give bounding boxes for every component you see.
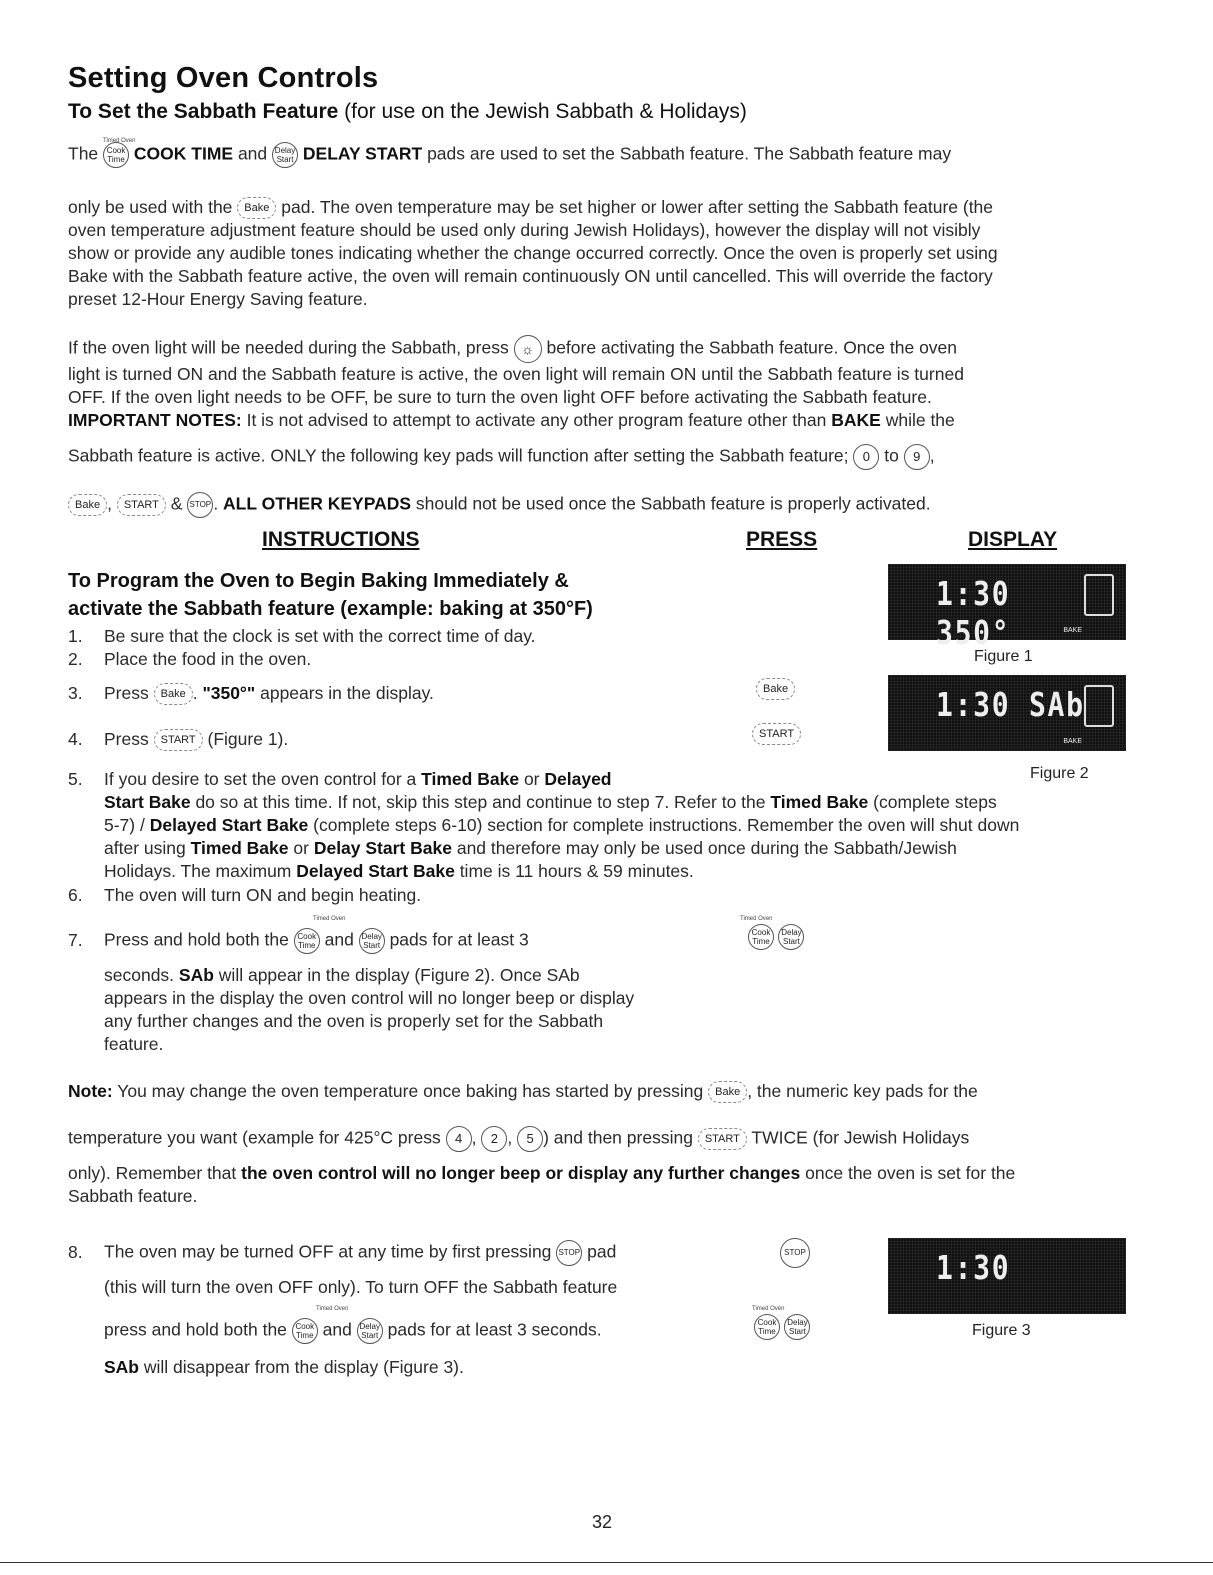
note-line-2: temperature you want (example for 425°C press 4 , 2 , 5 ) and then pressing START TWICE (for Jewish Holidays [68, 1126, 1168, 1152]
bake-pad-icon: Bake [237, 197, 276, 219]
cook-time-pad-icon: Cook Time [292, 1318, 318, 1344]
nine-pad-icon: 9 [904, 444, 930, 470]
timed-oven-label: Timed Oven [316, 1306, 349, 1312]
press-cook-delay [754, 1314, 810, 1340]
figure-1-caption: Figure 1 [974, 648, 1033, 665]
section-subtitle: To Set the Sabbath Feature (for use on the Jewish Sabbath & Holidays) [68, 100, 747, 123]
delay-start-pad-icon: Delay Start [359, 928, 385, 954]
step-8-line-3: press and hold both the Cook Time and Delay Start pads for at least 3 seconds. [104, 1318, 602, 1344]
intro-line-1: The Cook Time COOK TIME and Delay Start DELAY START pads are used to set the Sabbath feature. The Sabbath feature may [68, 142, 1148, 168]
display-figure-2: 1:30 SAb BAKE [888, 675, 1126, 751]
step-7-body: seconds. SAb will appear in the display (Figure 2). Once SAb appears in the display the oven control will no longer beep or display any further changes and the oven is properly set for the Sabbath feature. [104, 965, 635, 1054]
step-2: 2. Place the food in the oven. [68, 649, 312, 669]
step-8-line-4: SAb will disappear from the display (Figure 3). [104, 1357, 464, 1377]
intro-line-keys: Sabbath feature is active. ONLY the following key pads will function after setting the Sabbath feature; 0 to 9 , [68, 444, 1148, 470]
press-header: PRESS [746, 528, 818, 551]
start-pad-icon: START [698, 1128, 747, 1150]
start-pad-icon: START [117, 494, 166, 516]
intro-paragraph-2: only be used with the Bake pad. The oven temperature may be set higher or lower after setting the Sabbath feature (the oven temperature adjustment feature should be used only during Jewish Holidays), however the display will not visibly show or provide any audible tones indicating whether the change occurred correctly. Once the oven is properly set using Bake with the Sabbath feature active, the oven will remain continuously ON until cancelled. This will override the factory preset 12-Hour Energy Saving feature. [68, 197, 998, 310]
note-line-3: only). Remember that the oven control will no longer beep or display any further changes once the oven is set for the Sabbath feature. [68, 1163, 1016, 1206]
figure-3-caption: Figure 3 [972, 1322, 1031, 1339]
press-bake [756, 678, 795, 700]
press-stop [780, 1238, 810, 1268]
page-title: Setting Oven Controls [68, 62, 379, 94]
start-pad-icon: START [752, 723, 801, 745]
step-8-line-2: (this will turn the oven OFF only). To turn OFF the Sabbath feature [104, 1277, 618, 1297]
display-figure-3: 1:30 [888, 1238, 1126, 1314]
bottom-rule [0, 1562, 1213, 1563]
delay-start-pad-icon: Delay Start [778, 924, 804, 950]
figure-2-caption: Figure 2 [1030, 765, 1089, 782]
timed-oven-label: Timed Oven [103, 138, 136, 144]
bake-pad-icon: Bake [154, 683, 193, 705]
cook-time-pad-icon: Cook Time [294, 928, 320, 954]
step-5-body: Start Bake do so at this time. If not, skip this step and continue to step 7. Refer to the Timed Bake (complete steps 5-7) / Delayed Start Bake (complete steps 6-10) section for complete instructions. Remember the oven will shut down after using Timed Bake or Delay Start Bake and therefore may only be used once during the Sabbath/Jewish Holidays. The maximum Delayed Start Bake time is 11 hours & 59 minutes. [104, 792, 1020, 881]
note-paragraph: Note: You may change the oven temperature once baking has started by pressing Bake , the numeric key pads for the [68, 1080, 1168, 1103]
start-pad-icon: START [154, 729, 203, 751]
instructions-header: INSTRUCTIONS [262, 528, 420, 551]
four-pad-icon: 4 [446, 1126, 472, 1152]
zero-pad-icon: 0 [853, 444, 879, 470]
display-figure-1: 1:30 350° BAKE [888, 564, 1126, 640]
stop-pad-icon: STOP [556, 1240, 582, 1266]
press-cook-delay [748, 924, 804, 950]
step-7: 7. Press and hold both the Cook Time and Delay Start pads for at least 3 [68, 928, 529, 954]
program-heading-2: activate the Sabbath feature (example: baking at 350°F) [68, 598, 593, 620]
intro-line-other-keys: Bake , START & STOP . ALL OTHER KEYPADS should not be used once the Sabbath feature is properly activated. [68, 492, 1148, 518]
light-bulb-icon: ☼ [514, 335, 542, 363]
five-pad-icon: 5 [517, 1126, 543, 1152]
step-8: 8. The oven may be turned OFF at any time by first pressing STOP pad [68, 1240, 616, 1266]
two-pad-icon: 2 [481, 1126, 507, 1152]
cook-time-pad-icon: Cook Time [103, 142, 129, 168]
bake-pad-icon: Bake [708, 1081, 747, 1103]
step-1: 1. Be sure that the clock is set with the correct time of day. [68, 626, 536, 646]
delay-start-pad-icon: Delay Start [784, 1314, 810, 1340]
bake-pad-icon: Bake [756, 678, 795, 700]
timed-oven-label: Timed Oven [740, 916, 773, 922]
press-start [752, 723, 801, 745]
step-3: 3. Press Bake . "350°" appears in the display. [68, 682, 434, 705]
program-heading-1: To Program the Oven to Begin Baking Immediately & [68, 570, 569, 592]
step-4: 4. Press START (Figure 1). [68, 728, 288, 751]
timed-oven-label: Timed Oven [313, 916, 346, 922]
delay-start-pad-icon: Delay Start [357, 1318, 383, 1344]
intro-paragraph-3: If the oven light will be needed during the Sabbath, press ☼ before activating the Sabbath feature. Once the oven light is turned ON and the Sabbath feature is active, the oven light will remain ON until the Sabbath feature is turned OFF. If the oven light needs to be OFF, be sure to turn the oven light OFF before activating the Sabbath feature. IMPORTANT NOTES: It is not advised to attempt to activate any other program feature other than BAKE while the [68, 335, 1148, 432]
stop-pad-icon: STOP [187, 492, 213, 518]
page-number: 32 [592, 1512, 613, 1532]
delay-start-pad-icon: Delay Start [272, 142, 298, 168]
step-5: 5. If you desire to set the oven control for a Timed Bake or Delayed [68, 769, 612, 789]
bake-pad-icon: Bake [68, 494, 107, 516]
stop-pad-icon: STOP [780, 1238, 810, 1268]
cook-time-pad-icon: Cook Time [754, 1314, 780, 1340]
cook-time-pad-icon: Cook Time [748, 924, 774, 950]
timed-oven-label: Timed Oven [752, 1306, 785, 1312]
step-6: 6. The oven will turn ON and begin heating. [68, 885, 422, 905]
display-header: DISPLAY [968, 528, 1058, 551]
